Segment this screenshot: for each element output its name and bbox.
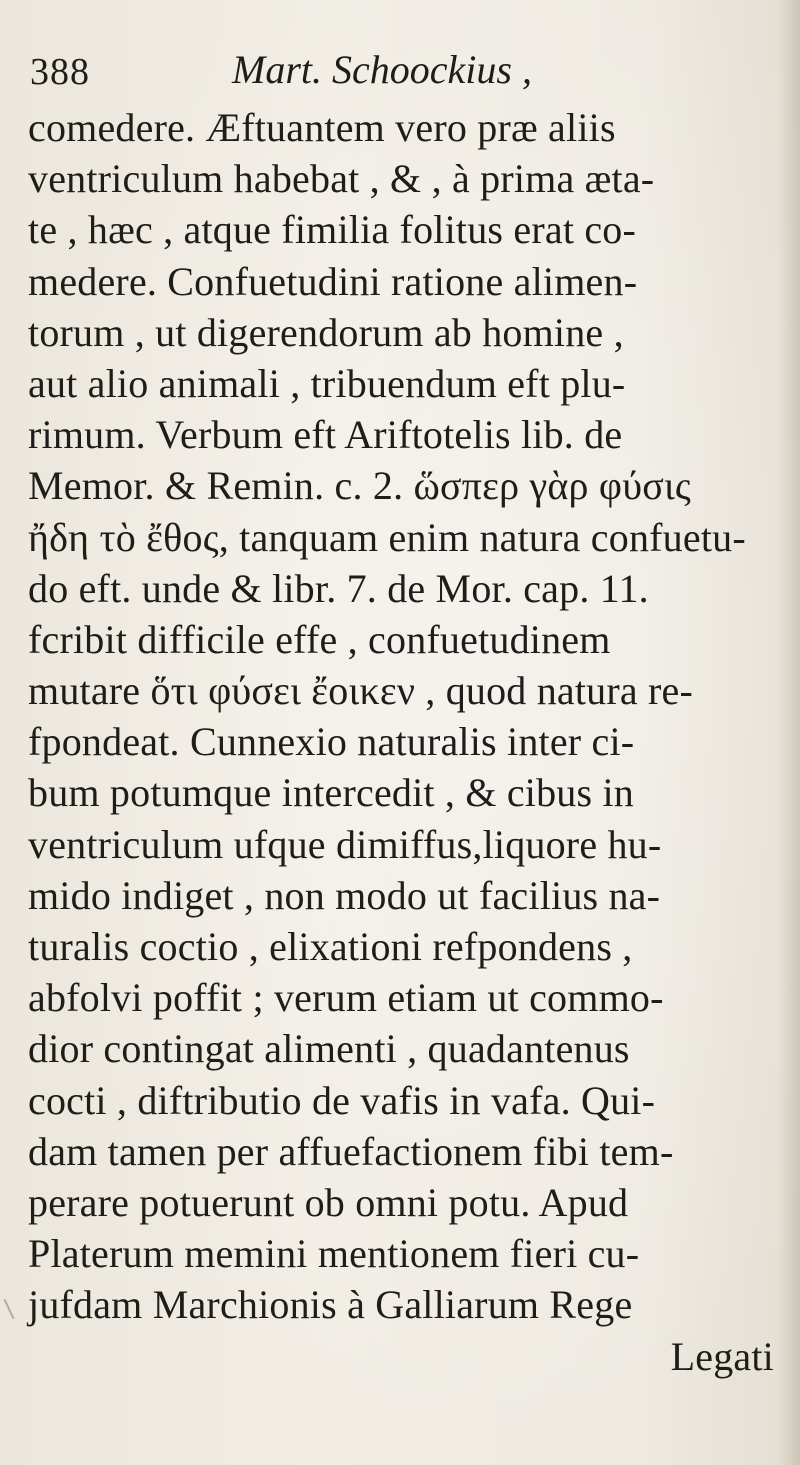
- text-line: torum , ut digerendorum ab homine ,: [28, 309, 624, 355]
- text-line: te , hæc , atque fimilia folitus erat co-: [28, 207, 637, 253]
- text-line: abfolvi poffit ; verum etiam ut commo-: [28, 975, 664, 1021]
- text-line: Memor. & Remin. c. 2. ὥσπερ γὰρ φύσις: [28, 463, 691, 509]
- body-text: [28, 102, 788, 1382]
- text-line: turalis coctio , elixationi refpondens ,: [28, 924, 633, 969]
- text-line: medere. Confuetudini ratione alimen-: [28, 258, 638, 304]
- text-line: ventriculum ufque dimiffus,liquore hu-: [28, 821, 662, 867]
- text-line: dior contingat alimenti , quadantenus: [28, 1026, 630, 1072]
- page-header: [30, 42, 770, 102]
- text-line: do eft. unde & libr. 7. de Mor. cap. 11.: [28, 565, 649, 611]
- text-line: fpondeat. Cunnexio naturalis inter ci-: [28, 719, 635, 765]
- text-line: bum potumque intercedit , & cibus in: [28, 770, 634, 816]
- text-line: perare potuerunt ob omni potu. Apud: [28, 1179, 629, 1225]
- text-line: rimum. Verbum eft Ariftotelis lib. de: [28, 412, 623, 458]
- text-line: ἤδη τὸ ἔθος, tanquam enim natura confuetu-: [28, 514, 746, 560]
- page-number: 388: [30, 51, 90, 93]
- text-line: mido indiget , non modo ut facilius na-: [28, 872, 661, 918]
- text-line: cocti , diftributio de vafis in vafa. Qui-: [28, 1077, 656, 1123]
- running-head: Mart. Schoockius ,: [232, 47, 532, 92]
- text-line: aut alio animali , tribuendum eft plu-: [28, 360, 626, 406]
- text-line: fcribit difficile effe , confuetudinem: [28, 616, 611, 662]
- text-line: ventriculum habebat , & , à prima æta-: [28, 156, 655, 202]
- catchword: Legati: [670, 1333, 774, 1379]
- text-line: comedere. Æftuantem vero præ aliis: [28, 105, 616, 150]
- text-line: mutare ὅτι φύσει ἔοικεν , quod natura re-: [28, 668, 694, 714]
- pencil-mark: [3, 1299, 14, 1320]
- text-line: dam tamen per affuefactionem fibi tem-: [28, 1128, 674, 1174]
- text-line: Platerum memini mentionem fieri cu-: [28, 1231, 640, 1277]
- text-line: jufdam Marchionis à Galliarum Rege: [28, 1282, 633, 1328]
